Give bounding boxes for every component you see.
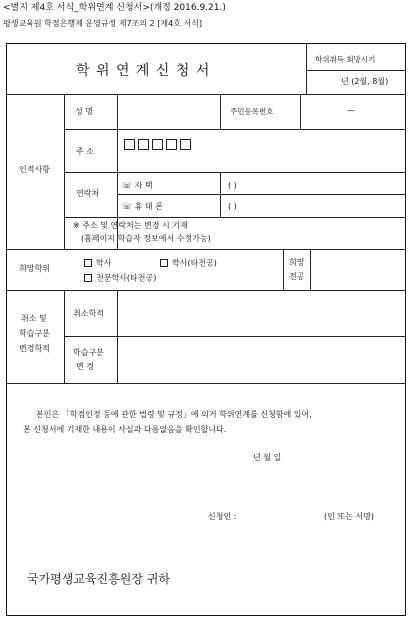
change-record-label-2: 변 경 (76, 362, 94, 371)
recipient: 국가평생교육진흥원장 귀하 (27, 572, 170, 586)
declaration-date[interactable]: 년 월 일 (253, 453, 282, 462)
phone-label: ☏ 자 택 (122, 181, 153, 190)
postcode-box-4[interactable] (166, 139, 177, 150)
postcode-box-2[interactable] (138, 139, 149, 150)
checkbox-icon[interactable] (84, 274, 92, 282)
change-label-2: 학습구분 (19, 329, 50, 338)
form-header-line2: 평생교육원 학점은행제 운영규정 제7조의 2 [제4호 서식] (3, 19, 203, 28)
address-row-bottom (64, 172, 406, 173)
title-divider (306, 43, 307, 94)
rrn-value[interactable]: — (347, 106, 355, 115)
phone-row-bottom (117, 194, 406, 195)
major-col-right (310, 249, 311, 290)
period-value[interactable]: 년 (2월, 8월) (341, 77, 389, 86)
name-row-bottom (64, 129, 406, 130)
cancel-row-bottom (64, 336, 406, 337)
declaration-text-2: 본 신청서에 기재한 내용이 사실과 다름없음을 확인합니다. (23, 425, 227, 434)
rrn-col-right (300, 94, 301, 129)
change-label-3: 변경학적 (19, 344, 50, 353)
contact-note-2: (홈페이지 학습자 정보에서 수정가능) (81, 234, 211, 243)
address-label: 주 소 (76, 147, 94, 156)
major-label-2: 전공 (289, 272, 305, 281)
checkbox-icon[interactable] (160, 259, 168, 267)
contact-label: 연락처 (76, 189, 100, 198)
period-divider (306, 70, 406, 71)
name-label: 성 명 (75, 107, 93, 116)
declaration-text-1: 본인은 「학점인정 등에 관한 법령 및 규정」에 의거 학위연계를 신청함에 있어, (36, 410, 312, 419)
degree-option-associate-other[interactable]: 전문학사(타전공) (84, 274, 156, 283)
degree-option-bachelor[interactable]: 학사 (84, 259, 111, 268)
period-label: 학위취득 회망시기 (315, 55, 376, 64)
degree-label: 희망학위 (19, 264, 50, 273)
contact-note-1: ※ 주소 및 연락처는 변경 시 기재 (73, 221, 188, 230)
mobile-row-bottom (64, 217, 406, 218)
personal-section-bottom (6, 249, 406, 250)
rrn-col-left (220, 94, 221, 129)
signature-note[interactable]: (인 또는 서명) (324, 512, 374, 521)
change-section-bottom (6, 383, 406, 384)
checkbox-icon[interactable] (84, 259, 92, 267)
major-col-left (283, 249, 284, 290)
postcode-box-3[interactable] (152, 139, 163, 150)
form-title: 학 위 연 계 신 청 서 (76, 63, 211, 79)
mobile-label: ☏ 휴 대 폰 (122, 202, 163, 211)
applicant-label: 신청인 : (208, 512, 237, 521)
cancel-record-label: 취소학적 (73, 309, 104, 318)
form-header-line1: <별지 제4호 서식_학위연계 신청서>(개정 2016.9.21.) (3, 3, 226, 13)
mobile-value[interactable]: ( ) (228, 202, 237, 211)
postcode-box-5[interactable] (180, 139, 191, 150)
phone-value[interactable]: ( ) (228, 181, 237, 190)
title-bottom-line (6, 94, 406, 95)
change-record-label-1: 학습구분 (73, 348, 104, 357)
change-label-1: 취소 및 (21, 314, 47, 323)
personal-section-label: 인적사항 (19, 165, 50, 174)
rrn-label: 주민등록번호 (230, 107, 274, 116)
postcode-box-1[interactable] (124, 139, 135, 150)
major-label-1: 희망 (289, 258, 305, 267)
degree-option-bachelor-other[interactable]: 학사(타전공) (160, 259, 217, 268)
degree-row-bottom (6, 290, 406, 291)
